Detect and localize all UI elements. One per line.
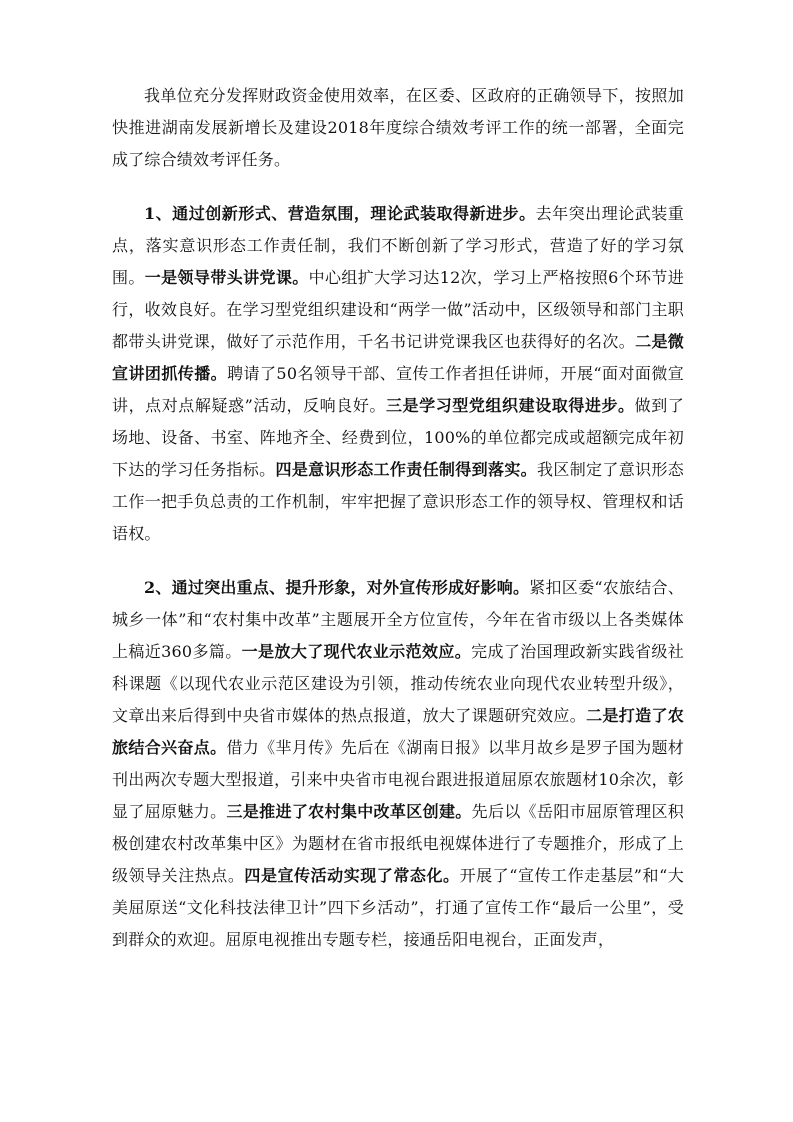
section-1-point-4-title: 四是意识形态工作责任制得到落实。 [275, 460, 538, 479]
section-1-point-1-title: 一是领导带头讲党课。 [144, 268, 309, 287]
section-1-summary: 去年突出理论武装重点，落实意识形态工作责任制，我们不断创新了学习形式，营造了好的学习氛围。 [112, 204, 684, 287]
section-2-point-2-title: 二是打造了农旅结合兴奋点。 [112, 706, 684, 757]
section-2-summary: 紧扣区委“农旅结合、城乡一体”和“农村集中改革”主题展开全方位宣传，今年在省市级以上各类媒体上稿近360多篇。 [112, 578, 684, 661]
section-1-point-1-text: 中心组扩大学习达12次，学习上严格按照6个环节进行，收效良好。在学习型党组织建设和“两学一做”活动中，区级领导和部门主职都带头讲党课，做好了示范作用，千名书记讲党课我区也获得好的名次。 [112, 268, 684, 351]
section-2-point-1-text: 完成了治国理政新实践省级社科课题《以现代农业示范区建设为引领，推动传统农业向现代农业转型升级》，文章出来后得到中央省市媒体的热点报道，放大了课题研究效应。 [112, 642, 684, 725]
section-1-point-3-title: 三是学习型党组织建设取得进步。 [385, 396, 635, 415]
section-1-heading: 1、通过创新形式、营造氛围，理论武装取得新进步。 [144, 204, 536, 223]
section-1-point-2-text: 聘请了50名领导干部、宣传工作者担任讲师，开展“面对面微宣讲，点对点解疑惑”活动，反响良好。 [112, 364, 685, 415]
document-body [112, 80, 684, 956]
section-2-point-3-title: 三是推进了农村集中改革区创建。 [226, 802, 472, 821]
section-1-point-2-title: 二是微宣讲团抓传播。 [112, 332, 684, 383]
section-2-heading: 2、通过突出重点、提升形象，对外宣传形成好影响。 [144, 578, 530, 597]
intro-text: 我单位充分发挥财政资金使用效率，在区委、区政府的正确领导下，按照加快推进湖南发展新增长及建设2018年度综合绩效考评工作的统一部署，全面完成了综合绩效考评任务。 [112, 86, 684, 169]
section-2-point-3-text: 先后以《岳阳市屈原管理区积极创建农村改革集中区》为题材在省市报纸电视媒体进行了专题推介，形成了上级领导关注热点。 [112, 802, 684, 885]
section-2-point-1-title: 一是放大了现代农业示范效应。 [241, 642, 472, 661]
section-1-point-4-text: 我区制定了意识形态工作一把手负总责的工作机制，牢牢把握了意识形态工作的领导权、管理权和话语权。 [112, 460, 684, 543]
section-1-paragraph [112, 198, 684, 550]
intro-paragraph [112, 80, 684, 176]
section-1-point-3-text: 做到了场地、设备、书室、阵地齐全、经费到位，100%的单位都完成或超额完成年初下达的学习任务指标。 [112, 396, 684, 479]
section-2-point-4-title: 四是宣传活动实现了常态化。 [244, 866, 460, 885]
section-2-point-4-text: 开展了“宣传工作走基层”和“大美屈原送“文化科技法律卫计”四下乡活动”，打通了宣传工作“最后一公里”，受到群众的欢迎。屈原电视推出专题专栏，接通岳阳电视台，正面发声， [112, 866, 684, 949]
section-2-paragraph [112, 572, 684, 956]
section-2-point-2-text: 借力《芈月传》先后在《湖南日报》以芈月故乡是罗子国为题材刊出两次专题大型报道，引来中央省市电视台跟进报道屈原农旅题材10余次，彰显了屈原魅力。 [112, 738, 684, 821]
